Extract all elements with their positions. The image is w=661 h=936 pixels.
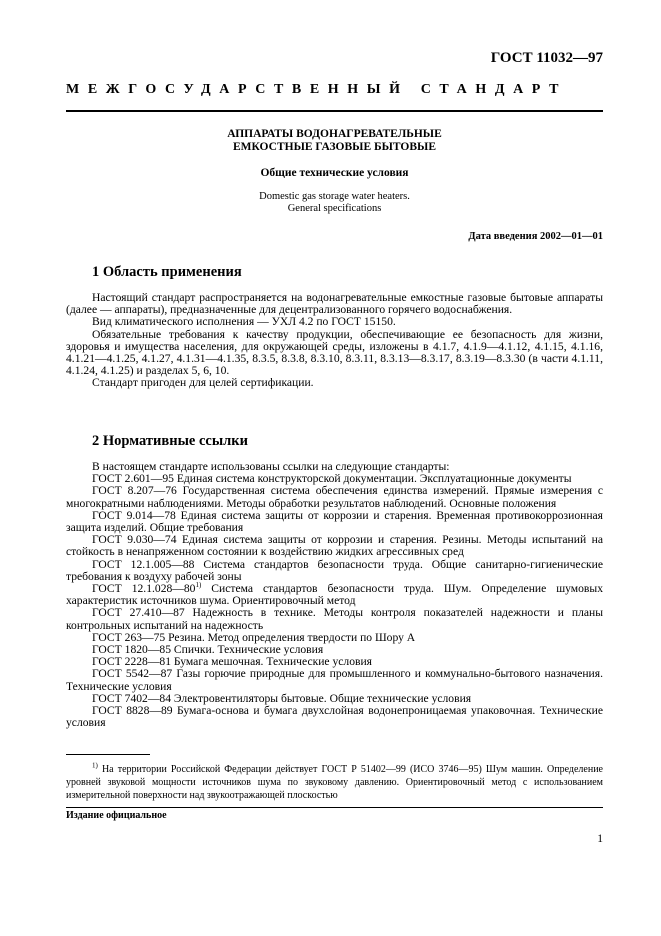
- reference-item: ГОСТ 12.1.005—88 Система стандартов безопасности труда. Общие санитарно-гигиенические требования к воздуху рабочей зоны: [66, 557, 603, 583]
- english-title-line-2: General specifications: [287, 203, 382, 214]
- reference-item: ГОСТ 1820—85 Спички. Технические условия: [92, 643, 324, 657]
- header-rule: [66, 110, 603, 112]
- english-title: [66, 191, 603, 215]
- reference-item: ГОСТ 7402—84 Электровентиляторы бытовые. Общие технические условия: [92, 691, 472, 705]
- paragraph: Стандарт пригоден для целей сертификации.: [92, 376, 314, 390]
- reference-code: ГОСТ 12.1.028—80: [92, 582, 196, 596]
- reference-item: ГОСТ 5542—87 Газы горючие природные для промышленного и коммунально-бытового назначения. Технические условия: [66, 667, 603, 693]
- footer-rule: [66, 807, 603, 808]
- reference-item: ГОСТ 9.014—78 Единая система защиты от коррозии и старения. Временная противокоррозионная защита изделий. Общие требования: [66, 508, 603, 535]
- title-line-2: ЕМКОСТНЫЕ ГАЗОВЫЕ БЫТОВЫЕ: [232, 141, 437, 153]
- introduction-date: Дата введения 2002—01—01: [468, 231, 603, 242]
- section-1-body: [66, 292, 603, 390]
- section-2-body: [66, 461, 603, 729]
- standard-banner: МЕЖГОСУДАРСТВЕННЫЙ СТАНДАРТ: [66, 82, 568, 97]
- reference-text: Система стандартов безопасности труда. Шум. Определение шумовых характеристик источников шума. Ориентировочный метод: [66, 582, 603, 608]
- reference-item: ГОСТ 9.030—74 Единая система защиты от коррозии и старения. Резины. Методы испытаний на стойкость в ненапряженном состоянии к воздействию жидких агрессивных сред: [66, 533, 603, 559]
- title-line-1: АППАРАТЫ ВОДОНАГРЕВАТЕЛЬНЫЕ: [227, 128, 442, 140]
- paragraph: Обязательные требования к качеству продукции, обеспечивающие ее безопасность для жизни, здоровья и имущества населения, для окружающей среды, изложены в 4.1.7, 4.1.9—4.1.12, 4.1.15, 4.1.16, 4.1.21—4.1.25, 4.1.27, 4.1.31—4.1.35, 8.3.5, 8.3.8, 8.3.10, 8.3.11, 8.3.13—8.3.17, 8.3.19—8.3.30 (в части 4.1.11, 4.1.24, 4.1.25) и разделах 5, 6, 10.: [66, 327, 603, 378]
- reference-item: ГОСТ 8828—89 Бумага-основа и бумага двухслойная водонепроницаемая упаковочная. Технические условия: [66, 704, 603, 730]
- document-title: [66, 128, 603, 154]
- references-intro: В настоящем стандарте использованы ссылки на следующие стандарты:: [92, 460, 450, 473]
- english-title-line-1: Domestic gas storage water heaters.: [259, 191, 410, 202]
- footnote-marker: 1): [195, 581, 202, 590]
- section-1-heading: 1 Область применения: [92, 264, 242, 280]
- footnote: [66, 761, 603, 802]
- edition-label: Издание официальное: [66, 810, 167, 821]
- reference-item-with-footnote: [66, 583, 603, 607]
- footnote-text: На территории Российской Федерации действует ГОСТ Р 51402—99 (ИСО 3746—95) Шум машин. Определение уровней звуковой мощности источников шума по звуковому давлению. Ориентировочный метод с использованием измерительной поверхности над звукоотражающей плоскостью: [66, 764, 603, 801]
- paragraph: Вид климатического исполнения — УХЛ 4.2 по ГОСТ 15150.: [92, 315, 396, 329]
- footnote-number: 1): [92, 761, 98, 770]
- reference-item: ГОСТ 27.410—87 Надежность в технике. Методы контроля показателей надежности и планы контрольных испытаний на надежность: [66, 606, 603, 632]
- reference-item: ГОСТ 8.207—76 Государственная система обеспечения единства измерений. Прямые измерения с многократными наблюдениями. Методы обработки результатов наблюдений. Основные положения: [66, 484, 603, 510]
- reference-item: ГОСТ 2228—81 Бумага мешочная. Технические условия: [92, 655, 373, 669]
- gost-code: ГОСТ 11032—97: [490, 50, 603, 66]
- section-2-heading: 2 Нормативные ссылки: [92, 433, 248, 449]
- page-number: 1: [597, 833, 603, 845]
- footnote-separator: [66, 754, 150, 755]
- reference-item: ГОСТ 2.601—95 Единая система конструкторской документации. Эксплуатационные документы: [92, 472, 572, 486]
- paragraph: Настоящий стандарт распространяется на водонагревательные емкостные газовые бытовые аппараты (далее — аппараты), предназначенные для децентрализованного горячего водоснабжения.: [66, 291, 603, 317]
- reference-item: ГОСТ 263—75 Резина. Метод определения твердости по Шору А: [92, 630, 416, 644]
- document-subtitle: Общие технические условия: [260, 167, 409, 179]
